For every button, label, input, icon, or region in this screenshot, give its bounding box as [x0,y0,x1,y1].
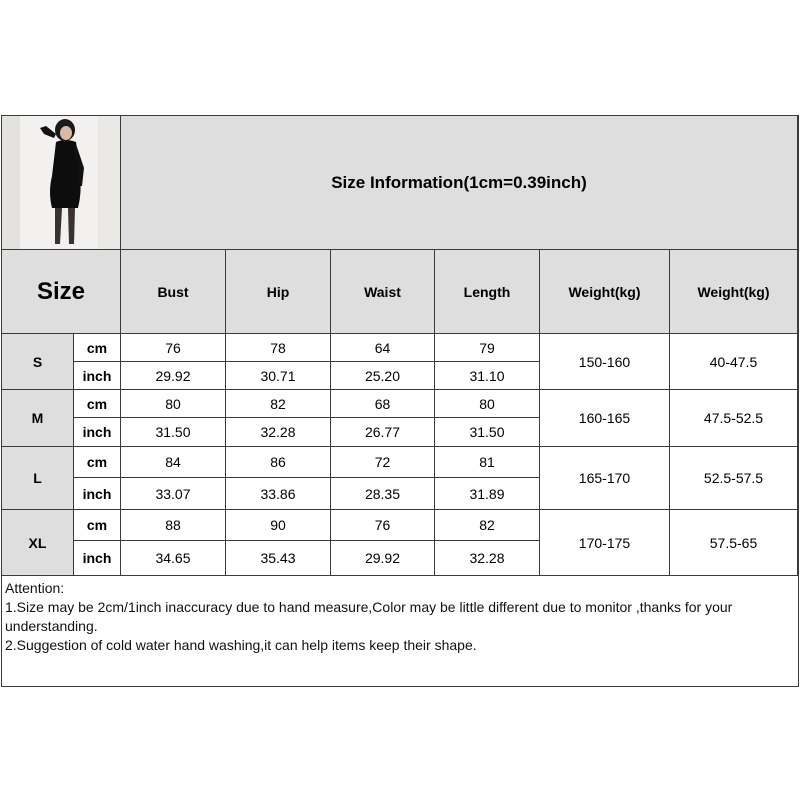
table-cell: 80 [435,390,540,418]
height-range: 150-160 [540,334,670,390]
unit-label: inch [74,362,121,390]
table-cell: 32.28 [435,541,540,576]
column-header-bust: Bust [121,250,226,334]
size-header: Size [2,250,121,334]
unit-label: cm [74,334,121,362]
size-label-l: L [2,447,74,510]
size-label-m: M [2,390,74,447]
table-cell: 81 [435,447,540,478]
height-range: 170-175 [540,510,670,576]
weight-range: 57.5-65 [670,510,798,576]
unit-label: cm [74,447,121,478]
table-cell: 90 [226,510,331,541]
column-header-waist: Waist [331,250,435,334]
column-header-hip: Hip [226,250,331,334]
weight-range: 40-47.5 [670,334,798,390]
unit-label: inch [74,541,121,576]
column-header-height: Weight(kg) [540,250,670,334]
notes-heading: Attention: [5,580,65,596]
table-cell: 82 [226,390,331,418]
product-photo-icon [2,116,120,249]
unit-label: inch [74,418,121,447]
size-chart [1,115,799,687]
height-range: 160-165 [540,390,670,447]
size-label-s: S [2,334,74,390]
table-cell: 68 [331,390,435,418]
table-cell: 76 [121,334,226,362]
table-cell: 33.07 [121,478,226,510]
table-cell: 29.92 [331,541,435,576]
table-cell: 31.50 [121,418,226,447]
table-cell: 86 [226,447,331,478]
unit-label: cm [74,510,121,541]
table-cell: 25.20 [331,362,435,390]
attention-notes [2,576,798,686]
weight-range: 47.5-52.5 [670,390,798,447]
table-cell: 34.65 [121,541,226,576]
table-cell: 79 [435,334,540,362]
weight-range: 52.5-57.5 [670,447,798,510]
table-cell: 84 [121,447,226,478]
page-title: Size Information(1cm=0.39inch) [121,116,798,250]
table-cell: 29.92 [121,362,226,390]
column-header-length: Length [435,250,540,334]
notes-line-1: 1.Size may be 2cm/1inch inaccuracy due to hand measure,Color may be little different due to monitor ,thanks for your understanding. [5,599,733,634]
table-cell: 33.86 [226,478,331,510]
table-cell: 76 [331,510,435,541]
table-cell: 30.71 [226,362,331,390]
table-cell: 80 [121,390,226,418]
column-header-weight: Weight(kg) [670,250,798,334]
table-cell: 64 [331,334,435,362]
height-range: 165-170 [540,447,670,510]
table-cell: 31.10 [435,362,540,390]
table-cell: 78 [226,334,331,362]
table-cell: 72 [331,447,435,478]
table-cell: 31.50 [435,418,540,447]
unit-label: inch [74,478,121,510]
table-cell: 28.35 [331,478,435,510]
size-label-xl: XL [2,510,74,576]
unit-label: cm [74,390,121,418]
table-cell: 35.43 [226,541,331,576]
table-cell: 82 [435,510,540,541]
table-cell: 32.28 [226,418,331,447]
table-cell: 88 [121,510,226,541]
table-cell: 31.89 [435,478,540,510]
product-photo-cell [2,116,121,250]
table-cell: 26.77 [331,418,435,447]
notes-line-2: 2.Suggestion of cold water hand washing,it can help items keep their shape. [5,637,477,653]
